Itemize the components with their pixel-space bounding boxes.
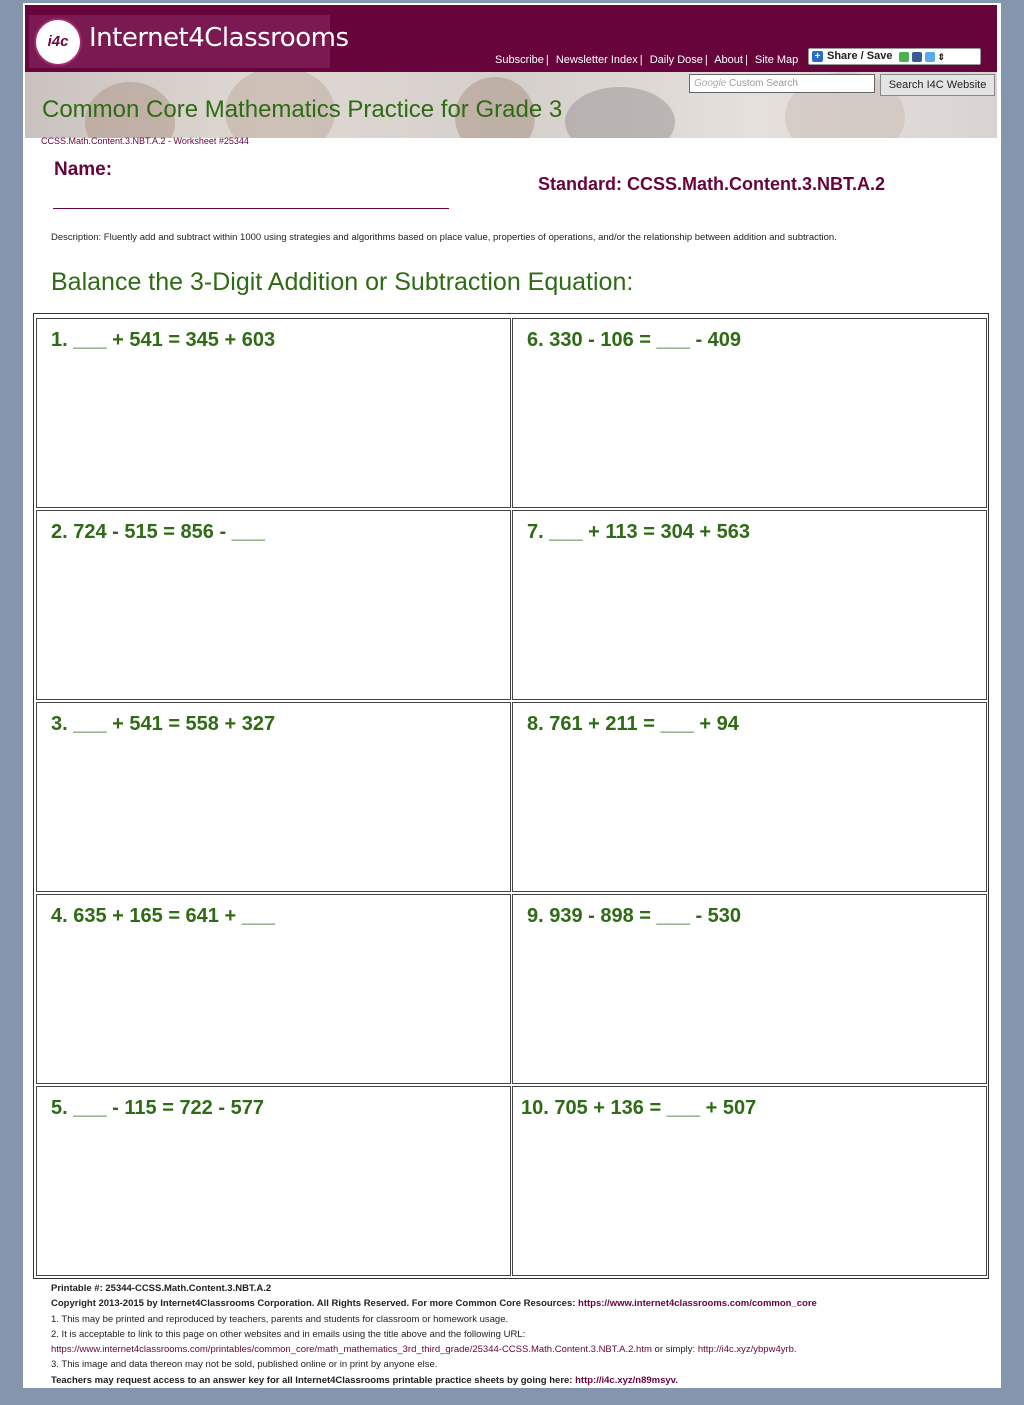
short-url-link[interactable]: http://i4c.xyz/ybpw4yrb. xyxy=(697,1344,797,1356)
problem-cell xyxy=(512,702,987,892)
problem-text: 6. 330 - 106 = ___ - 409 xyxy=(527,329,742,351)
problem-cell xyxy=(36,318,511,508)
chevron-updown-icon: ⇕ xyxy=(937,52,946,62)
common-core-link[interactable]: https://www.internet4classrooms.com/common_core xyxy=(578,1298,817,1310)
copyright: Copyright 2013-2015 by Internet4Classrooms Corporation. All Rights Reserved. For more Common Core Resources: xyxy=(51,1298,579,1310)
problem-text: 2. 724 - 515 = 856 - ___ xyxy=(51,521,266,543)
url-separator: or simply: xyxy=(651,1344,698,1356)
footer-note-2: 2. It is acceptable to link to this page on other websites and in emails using the title above and the following URL: xyxy=(51,1328,526,1340)
twitter-icon xyxy=(925,52,935,62)
facebook-icon xyxy=(912,52,922,62)
problem-text: 1. ___ + 541 = 345 + 603 xyxy=(51,329,276,351)
problem-cell xyxy=(36,702,511,892)
refresh-icon xyxy=(899,52,909,62)
google-brand: Google xyxy=(694,78,727,89)
top-nav: Subscribe | Newsletter Index | Daily Dose | About | Site Map xyxy=(495,54,799,66)
answer-key-text: Teachers may request access to an answer key for all Internet4Classrooms printable practice sheets by going here: xyxy=(51,1374,576,1386)
problem-text: 4. 635 + 165 = 641 + ___ xyxy=(51,905,276,927)
site-header xyxy=(25,5,997,72)
footer xyxy=(51,1281,817,1388)
standard-label: Standard: CCSS.Math.Content.3.NBT.A.2 xyxy=(538,174,886,194)
worksheet-id: CCSS.Math.Content.3.NBT.A.2 - Worksheet #25344 xyxy=(41,136,249,146)
problem-text: 5. ___ - 115 = 722 - 577 xyxy=(51,1097,264,1119)
problem-text: 9. 939 - 898 = ___ - 530 xyxy=(527,905,742,927)
problem-cell xyxy=(512,894,987,1084)
site-logo[interactable] xyxy=(29,15,349,68)
problem-cell xyxy=(512,510,987,700)
problem-cell xyxy=(512,318,987,508)
problem-grid xyxy=(33,313,989,1279)
footer-note-3: 3. This image and data thereon may not be sold, published online or in print by anyone else. xyxy=(51,1359,438,1371)
nav-subscribe[interactable]: Subscribe xyxy=(495,54,544,66)
name-line xyxy=(53,208,449,209)
share-label: Share / Save xyxy=(827,50,893,62)
search-input[interactable] xyxy=(689,74,875,93)
name-label: Name: xyxy=(54,159,113,180)
problem-cell xyxy=(36,1086,511,1276)
search-placeholder: Custom Search xyxy=(729,78,798,89)
worksheet-page xyxy=(23,3,1001,1388)
worksheet-url-link[interactable]: https://www.internet4classrooms.com/printables/common_core/math_mathematics_3rd_third_grade/25344-CCSS.Math.Content.3.NBT.A.2.htm xyxy=(51,1344,652,1356)
logo-text: Internet4Classrooms xyxy=(89,23,349,53)
problem-text: 7. ___ + 113 = 304 + 563 xyxy=(527,521,750,543)
problem-cell xyxy=(512,1086,987,1276)
printable-number: Printable #: 25344-CCSS.Math.Content.3.NBT.A.2 xyxy=(51,1283,272,1294)
problem-text: 10. 705 + 136 = ___ + 507 xyxy=(521,1097,757,1119)
problem-text: 8. 761 + 211 = ___ + 94 xyxy=(527,713,739,735)
problem-cell xyxy=(36,510,511,700)
page-title: Common Core Mathematics Practice for Grade 3 xyxy=(42,96,563,123)
problem-cell xyxy=(36,894,511,1084)
answer-key-link[interactable]: http://i4c.xyz/n89msyv. xyxy=(575,1374,678,1386)
worksheet-heading: Balance the 3-Digit Addition or Subtraction Equation: xyxy=(51,268,634,296)
nav-newsletter-index[interactable]: Newsletter Index xyxy=(555,54,638,66)
nav-site-map[interactable]: Site Map xyxy=(754,54,799,66)
nav-about[interactable]: About xyxy=(714,54,743,66)
nav-daily-dose[interactable]: Daily Dose xyxy=(649,54,703,66)
description: Description: Fluently add and subtract within 1000 using strategies and algorithms based on place value, properties of operations, and/or the relationship between addition and subtraction. xyxy=(51,232,837,243)
footer-note-1: 1. This may be printed and reproduced by teachers, parents and students for classroom or homework usage. xyxy=(51,1313,509,1325)
share-save-button[interactable] xyxy=(808,48,981,65)
plus-icon: + xyxy=(812,51,823,62)
search-button[interactable]: Search I4C Website xyxy=(880,74,995,96)
problem-text: 3. ___ + 541 = 558 + 327 xyxy=(51,713,276,735)
logo-mark: i4c xyxy=(34,18,82,66)
